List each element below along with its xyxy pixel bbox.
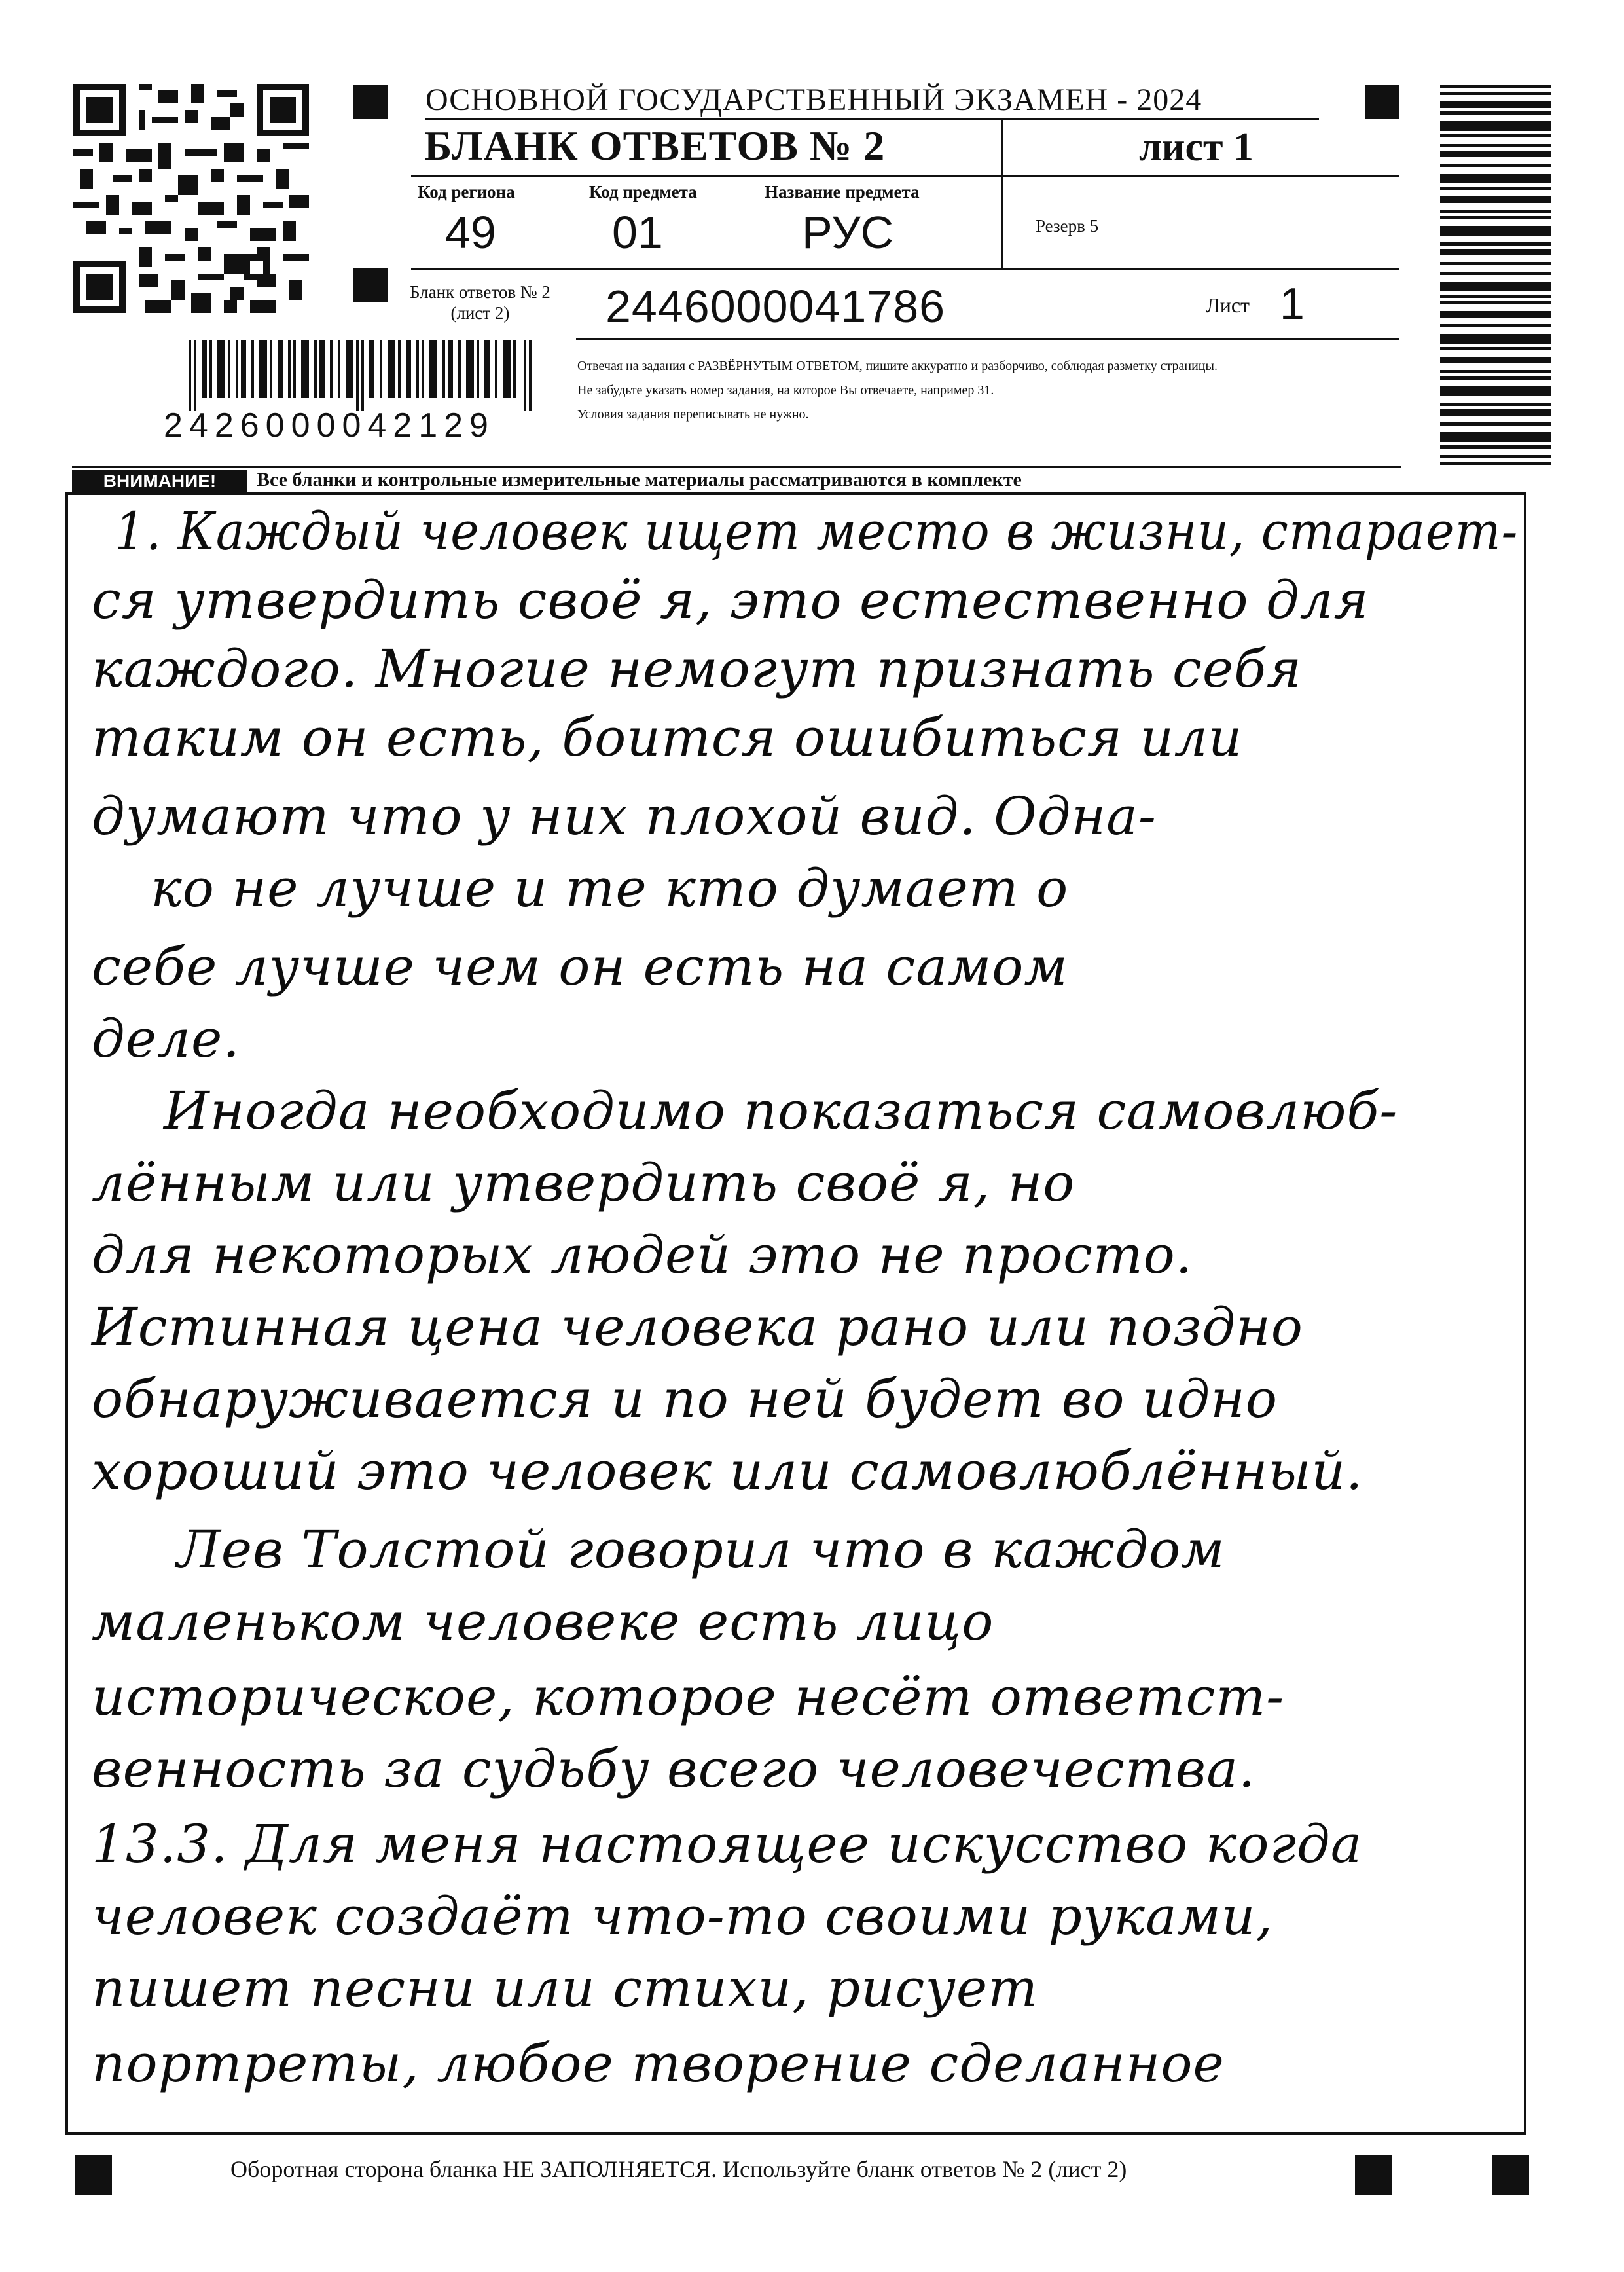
barcode-right	[1440, 85, 1551, 465]
subject-code-value: 01	[612, 207, 663, 258]
answer-line: для некоторых людей это не просто.	[92, 1224, 1193, 1285]
barcode-left	[189, 340, 537, 411]
exam-title: ОСНОВНОЙ ГОСУДАРСТВЕННЫЙ ЭКЗАМЕН - 2024	[425, 82, 1202, 117]
sheet-label: Лист	[1206, 293, 1250, 317]
registration-marker-bottom-right	[1492, 2155, 1529, 2195]
subject-code-label: Код предмета	[589, 182, 697, 202]
sheet-number: 1	[1280, 279, 1305, 329]
divider-line	[576, 338, 1399, 340]
answer-line: Лев Толстой говорил что в каждом	[177, 1519, 1225, 1580]
answer-line: Истинная цена человека рано или поздно	[92, 1296, 1303, 1357]
answer-line: думают что у них плохой вид. Одна-	[92, 786, 1157, 847]
region-code-label: Код региона	[418, 182, 515, 202]
answer-line: лённым или утвердить своё я, но	[92, 1152, 1075, 1213]
instruction-line: Не забудьте указать номер задания, на которое Вы отвечаете, например 31.	[577, 383, 994, 397]
divider-line	[1001, 118, 1003, 268]
answer-line: каждого. Многие немогут признать себя	[92, 638, 1302, 699]
answer-line: хороший это человек или самовлюблённый.	[92, 1440, 1363, 1501]
attention-badge: ВНИМАНИЕ!	[72, 470, 247, 492]
answer-line: венность за судьбу всего человечества.	[92, 1738, 1256, 1799]
sheet-title: лист 1	[1139, 125, 1254, 170]
answer-line: 13.3. Для меня настоящее искусство когда	[92, 1814, 1363, 1875]
registration-marker-top-right	[1365, 85, 1399, 119]
answer-line: историческое, которое несёт ответст-	[92, 1666, 1285, 1727]
divider-line	[425, 118, 1319, 120]
divider-line	[72, 466, 1401, 468]
answer-line: портреты, любое творение сделанное	[92, 2033, 1225, 2094]
divider-line	[411, 175, 1399, 177]
footer-note: Оборотная сторона бланка НЕ ЗАПОЛНЯЕТСЯ. Используйте бланк ответов № 2 (лист 2)	[230, 2156, 1127, 2182]
attention-text: Все бланки и контрольные измерительные материалы рассматриваются в комплекте	[257, 469, 1022, 490]
subject-name-label: Название предмета	[765, 182, 920, 202]
blank2-label-line2: (лист 2)	[450, 303, 510, 323]
region-code-value: 49	[445, 207, 496, 258]
blank2-code: 2446000041786	[605, 281, 946, 332]
subject-name-value: РУС	[802, 207, 894, 258]
blank2-label-line1: Бланк ответов № 2	[410, 282, 550, 302]
answer-line: ко не лучше и те кто думает о	[151, 858, 1069, 919]
registration-marker-bottom-left	[75, 2155, 112, 2195]
answer-line: маленьком человеке есть лицо	[92, 1591, 994, 1652]
answer-line: человек создаёт что-то своими руками,	[92, 1886, 1273, 1947]
answer-line: ся утвердить своё я, это естественно для	[92, 570, 1369, 631]
qr-code	[73, 84, 309, 313]
instruction-line: Отвечая на задания с РАЗВЁРНУТЫМ ОТВЕТОМ, пишите аккуратно и разборчиво, соблюдая разметку страницы.	[577, 359, 1218, 373]
registration-marker-top-left	[353, 85, 388, 119]
answer-line: деле.	[92, 1008, 240, 1069]
divider-line	[411, 268, 1399, 270]
instruction-line: Условия задания переписывать не нужно.	[577, 407, 809, 422]
registration-marker-mid-left	[353, 268, 388, 302]
reserve-label: Резерв 5	[1036, 216, 1099, 236]
form-title: БЛАНК ОТВЕТОВ № 2	[424, 122, 886, 169]
registration-marker-bottom-mid	[1355, 2155, 1392, 2195]
answer-line: 1. Каждый человек ищет место в жизни, старает-	[115, 501, 1519, 562]
answer-line: пишет песни или стихи, рисует	[92, 1958, 1039, 2019]
answer-line: таким он есть, боится ошибиться или	[92, 707, 1243, 768]
blank2-label	[410, 282, 550, 323]
answer-line: Иногда необходимо показаться самовлюб-	[164, 1080, 1398, 1141]
barcode-number: 2426000042129	[164, 407, 495, 445]
answer-line: обнаруживается и по ней будет во идно	[92, 1368, 1278, 1429]
answer-line: себе лучше чем он есть на самом	[92, 936, 1068, 997]
